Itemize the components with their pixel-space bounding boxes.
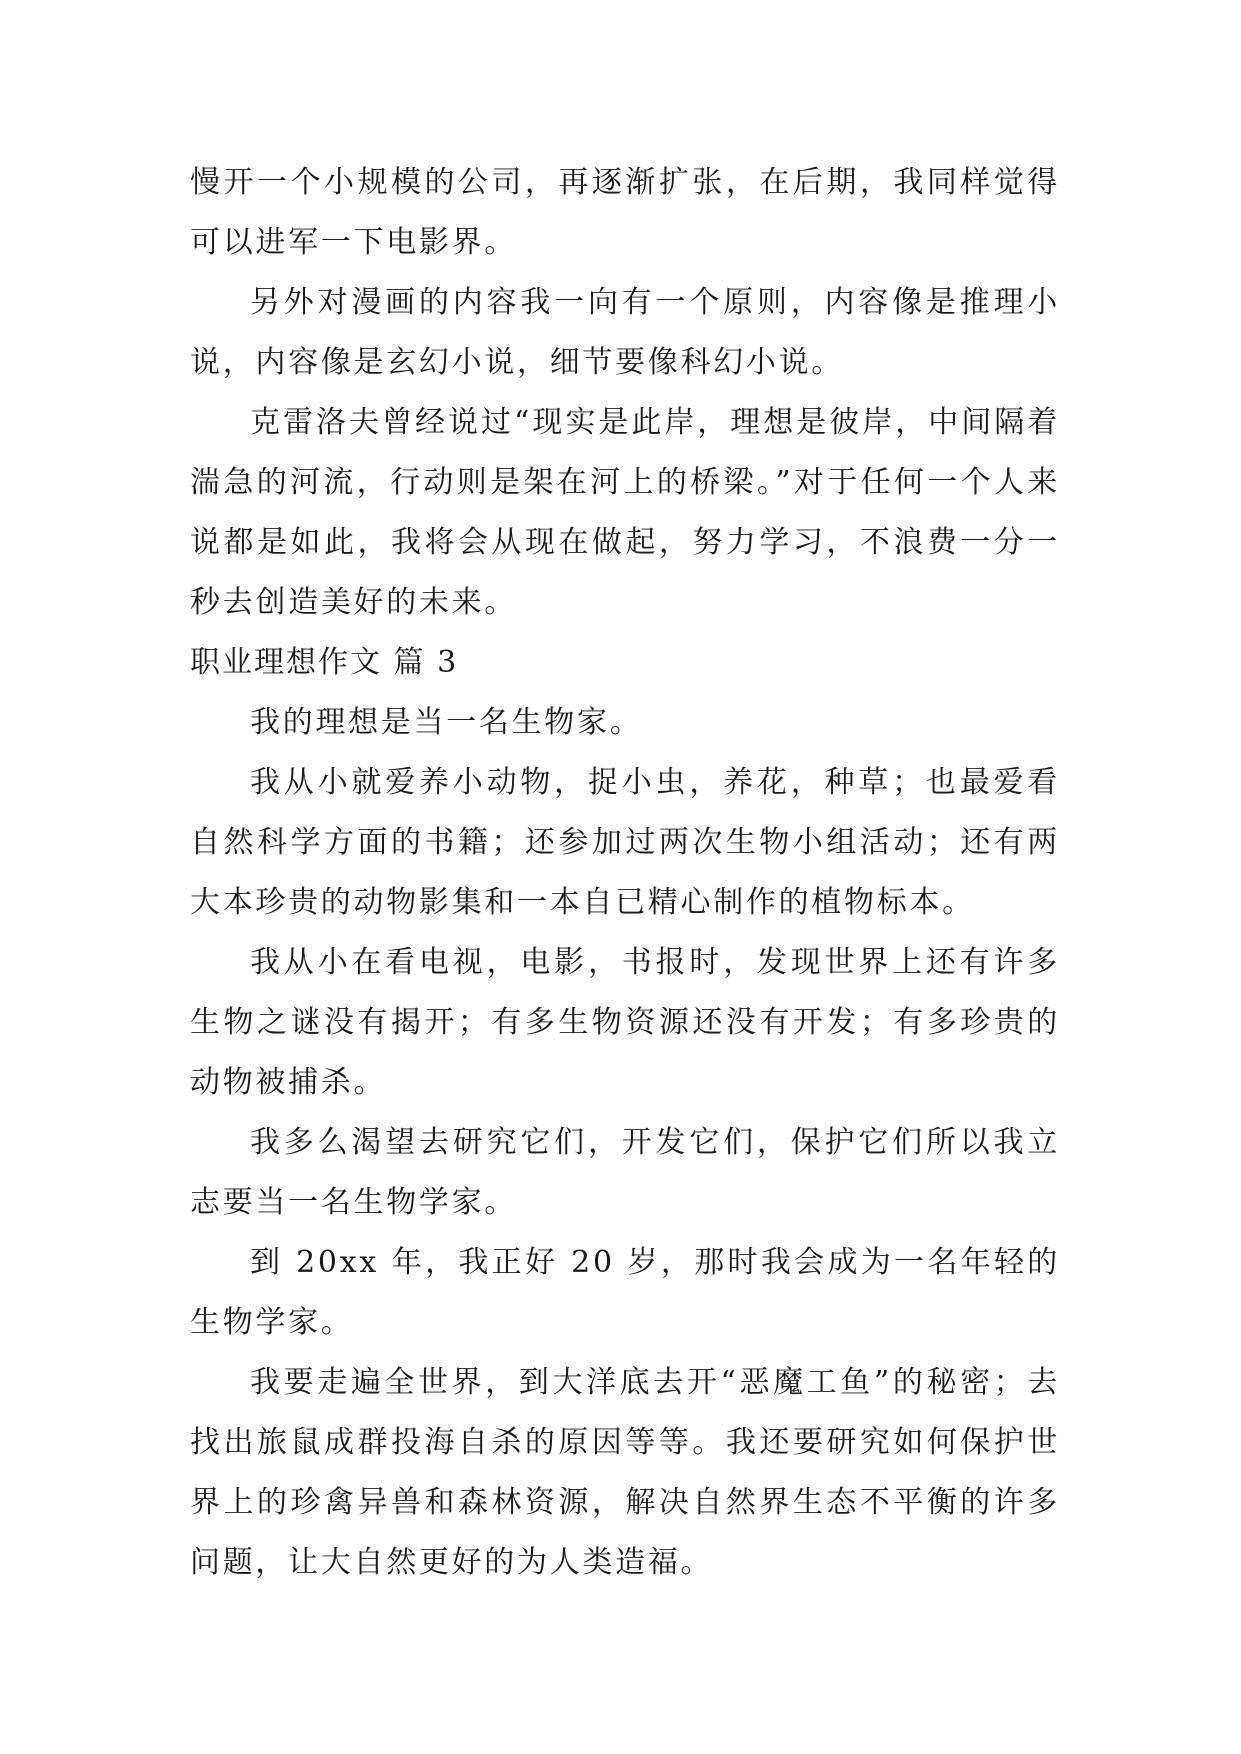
paragraph: 我的理想是当一名生物家。 bbox=[250, 705, 643, 740]
paragraph: 另外对漫画的内容我一向有一个原则，内容像是推理小说，内容像是玄幻小说，细节要像科幻小说。 bbox=[190, 285, 1060, 380]
paragraph: 我要走遍全世界，到大洋底去开“恶魔工鱼”的秘密；去找出旅鼠成群投海自杀的原因等等。我还要研究如何保护世界上的珍禽异兽和森林资源，解决自然界生态不平衡的许多问题，让大自然更好的为人类造福。 bbox=[190, 1365, 1060, 1580]
paragraph: 我从小在看电视，电影，书报时，发现世界上还有许多生物之谜没有揭开；有多生物资源还没有开发；有多珍贵的动物被捕杀。 bbox=[190, 945, 1060, 1100]
paragraph-continuation: 慢开一个小规模的公司，再逐渐扩张，在后期，我同样觉得可以进军一下电影界。 bbox=[190, 165, 1060, 260]
paragraph: 到 20xx 年，我正好 20 岁，那时我会成为一名年轻的生物学家。 bbox=[190, 1245, 1060, 1340]
document-body bbox=[190, 153, 1060, 1593]
paragraph: 克雷洛夫曾经说过“现实是此岸，理想是彼岸，中间隔着湍急的河流，行动则是架在河上的桥梁。”对于任何一个人来说都是如此，我将会从现在做起，努力学习，不浪费一分一秒去创造美好的未来。 bbox=[190, 405, 1060, 620]
paragraph: 我从小就爱养小动物，捉小虫，养花，种草；也最爱看自然科学方面的书籍；还参加过两次生物小组活动；还有两大本珍贵的动物影集和一本自已精心制作的植物标本。 bbox=[190, 765, 1060, 920]
section-heading: 职业理想作文 篇 3 bbox=[190, 645, 459, 680]
paragraph: 我多么渴望去研究它们，开发它们，保护它们所以我立志要当一名生物学家。 bbox=[190, 1125, 1060, 1220]
